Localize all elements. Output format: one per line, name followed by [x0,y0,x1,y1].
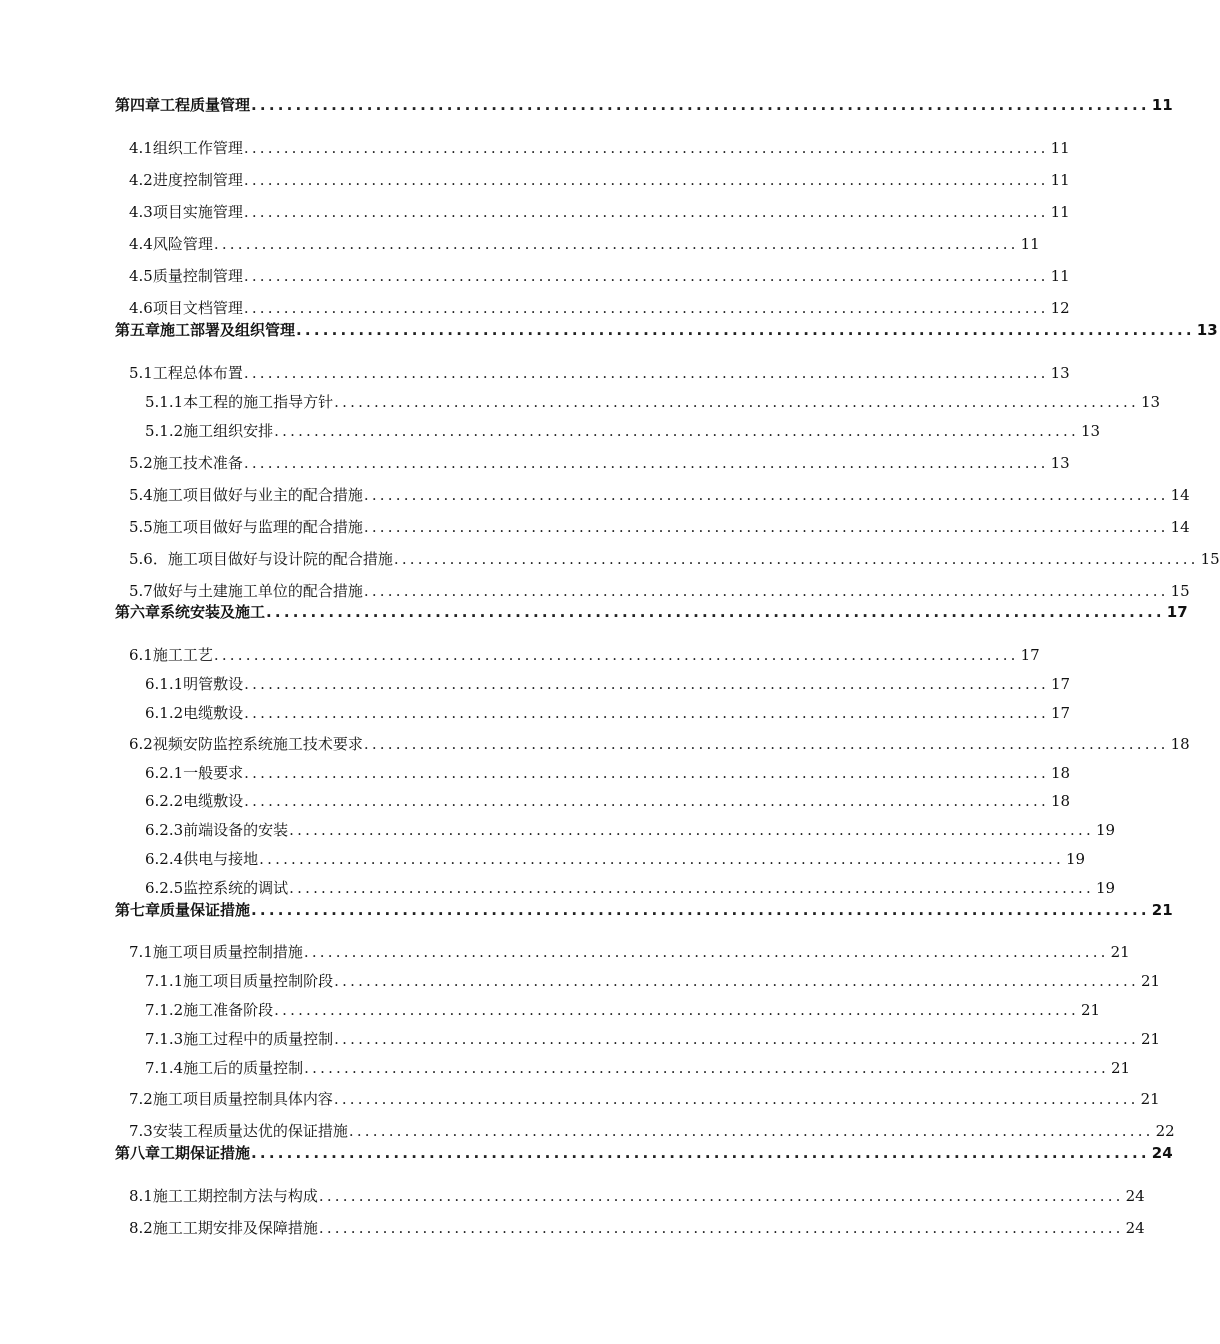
toc-entry-8-1[interactable] [129,1183,1145,1205]
toc-entry-4-3[interactable] [129,199,1070,221]
entry-title: 8.2施工工期安排及保障措施 [129,1219,318,1237]
entry-title: 8.1施工工期控制方法与构成 [129,1187,318,1205]
page-number: 15 [1200,550,1220,568]
chapter-title: 质量保证措施 [160,901,251,919]
leader-dots: ..................................................................................................... [348,1122,1154,1140]
entry-title: 7.2施工项目质量控制具体内容 [129,1090,333,1108]
chapter-number: 第八章 [115,1144,161,1162]
leader-dots: ..................................................................................................... [274,422,1079,440]
leader-dots: ..................................................................................................... [213,235,1019,253]
page-number: 13 [1140,393,1161,411]
chapter-title: 系统安装及施工 [160,603,266,621]
chapter-title: 工程质量管理 [160,96,251,114]
toc-entry-6-1-2[interactable] [145,700,1071,722]
entry-title: 4.3项目实施管理 [129,203,243,221]
page-number: 12 [1050,299,1070,317]
entry-title: 4.6项目文档管理 [129,299,243,317]
page-number: 15 [1170,582,1190,600]
leader-dots: ..................................................................................................... [363,518,1169,536]
leader-dots: ..................................................................................................... [244,675,1049,693]
entry-title: 6.2.5监控系统的调试 [145,879,289,897]
entry-title: 6.1施工工艺 [129,646,213,664]
toc-entry-7-1-4[interactable] [145,1055,1131,1077]
toc-entry-7-1-1[interactable] [145,968,1161,990]
entry-title: 7.1.2施工准备阶段 [145,1001,274,1019]
page-number: 21 [1140,972,1161,990]
page-number: 18 [1170,735,1190,753]
page-number: 17 [1166,603,1188,621]
entry-title: 6.2视频安防监控系统施工技术要求 [129,735,363,753]
entry-title: 5.1.2施工组织安排 [145,422,274,440]
toc-entry-7-3[interactable] [129,1118,1175,1140]
page-number: 11 [1050,203,1070,221]
entry-title: 5.7做好与土建施工单位的配合措施 [129,582,363,600]
toc-chapter-7[interactable] [115,897,1173,919]
chapter-title: 施工部署及组织管理 [160,321,296,339]
leader-dots: ..................................................................................................... [243,267,1049,285]
leader-dots: ..................................................................................................... [363,582,1169,600]
toc-chapter-5[interactable] [115,317,1218,339]
toc-entry-7-1[interactable] [129,939,1130,961]
leader-dots: ..................................................................................................... [318,1187,1124,1205]
chapter-number: 第六章 [115,603,161,621]
leader-dots: ..................................................................................................... [334,972,1139,990]
leader-dots: ..................................................................................................... [243,364,1049,382]
entry-title: 5.1.1本工程的施工指导方针 [145,393,334,411]
page-number: 14 [1170,518,1190,536]
leader-dots: ..................................................................................................... [333,1090,1139,1108]
leader-dots: ..................................................................................................... [289,821,1094,839]
toc-entry-6-2[interactable] [129,731,1190,753]
page-number: 19 [1065,850,1086,868]
toc-entry-8-2[interactable] [129,1215,1145,1237]
entry-title: 7.1.3施工过程中的质量控制 [145,1030,334,1048]
page-number: 11 [1020,235,1040,253]
leader-dots: ..................................................................................................... [259,850,1064,868]
entry-title: 7.1.4施工后的质量控制 [145,1059,304,1077]
entry-title: 7.1.1施工项目质量控制阶段 [145,972,334,990]
page-number: 17 [1020,646,1040,664]
entry-title: 6.2.4供电与接地 [145,850,259,868]
entry-title: 5.6．施工项目做好与设计院的配合措施 [129,550,393,568]
leader-dots: ..................................................................................................... [244,764,1049,782]
leader-dots: ..................................................................................................... [363,486,1169,504]
toc-entry-5-7[interactable] [129,578,1190,600]
toc-entry-5-1-2[interactable] [145,418,1101,440]
toc-entry-7-1-2[interactable] [145,997,1101,1019]
toc-chapter-4[interactable] [115,92,1173,114]
leader-dots: ..................................................................................................... [244,792,1049,810]
page-number: 13 [1080,422,1101,440]
entry-title: 6.1.2电缆敷设 [145,704,244,722]
toc-entry-5-5[interactable] [129,514,1190,536]
toc-entry-4-2[interactable] [129,167,1070,189]
page-number: 11 [1151,96,1173,114]
leader-dots: ..................................................................................................... [251,96,1150,114]
entry-title: 6.1.1明管敷设 [145,675,244,693]
leader-dots: ..................................................................................................... [243,203,1049,221]
entry-title: 6.2.2电缆敷设 [145,792,244,810]
leader-dots: ..................................................................................................... [266,603,1165,621]
entry-title: 7.3安装工程质量达优的保证措施 [129,1122,348,1140]
page-number: 19 [1095,879,1116,897]
entry-title: 5.5施工项目做好与监理的配合措施 [129,518,363,536]
toc-entry-4-5[interactable] [129,263,1070,285]
page-number: 13 [1050,364,1070,382]
entry-title: 4.1组织工作管理 [129,139,243,157]
toc-entry-6-2-4[interactable] [145,846,1086,868]
page-number: 17 [1050,675,1071,693]
leader-dots: ..................................................................................................... [243,454,1049,472]
toc-entry-5-4[interactable] [129,482,1190,504]
leader-dots: ..................................................................................................... [243,139,1049,157]
entry-title: 5.2施工技术准备 [129,454,243,472]
toc-entry-5-6[interactable] [129,546,1220,568]
leader-dots: ..................................................................................................... [304,1059,1109,1077]
page-number: 11 [1050,267,1070,285]
toc-entry-4-1[interactable] [129,135,1070,157]
leader-dots: ..................................................................................................... [334,393,1139,411]
toc-entry-7-2[interactable] [129,1086,1160,1108]
chapter-number: 第五章 [115,321,161,339]
page-number: 24 [1151,1144,1173,1162]
page-number: 21 [1151,901,1173,919]
toc-entry-6-2-5[interactable] [145,875,1116,897]
toc-entry-7-1-3[interactable] [145,1026,1161,1048]
page-number: 18 [1050,764,1071,782]
leader-dots: ..................................................................................................... [289,879,1094,897]
leader-dots: ..................................................................................................... [296,321,1195,339]
leader-dots: ..................................................................................................... [318,1219,1124,1237]
leader-dots: ..................................................................................................... [303,943,1109,961]
page-number: 11 [1050,139,1070,157]
entry-title: 5.4施工项目做好与业主的配合措施 [129,486,363,504]
toc-entry-6-2-1[interactable] [145,760,1071,782]
leader-dots: ..................................................................................................... [213,646,1019,664]
page-number: 17 [1050,704,1071,722]
toc-entry-5-2[interactable] [129,450,1070,472]
toc-entry-5-1[interactable] [129,360,1070,382]
leader-dots: ..................................................................................................... [251,1144,1150,1162]
chapter-number: 第七章 [115,901,161,919]
page-number: 19 [1095,821,1116,839]
leader-dots: ..................................................................................................... [243,171,1049,189]
leader-dots: ..................................................................................................... [251,901,1150,919]
chapter-number: 第四章 [115,96,161,114]
page-number: 13 [1196,321,1218,339]
leader-dots: ..................................................................................................... [243,299,1049,317]
toc-chapter-6[interactable] [115,599,1188,621]
toc-entry-4-4[interactable] [129,231,1040,253]
page-number: 18 [1050,792,1071,810]
chapter-title: 工期保证措施 [160,1144,251,1162]
page-number: 21 [1140,1090,1160,1108]
page-number: 21 [1140,1030,1161,1048]
page-number: 21 [1080,1001,1101,1019]
page-number: 22 [1155,1122,1175,1140]
page-number: 21 [1110,943,1130,961]
leader-dots: ..................................................................................................... [244,704,1049,722]
toc-entry-6-2-2[interactable] [145,788,1071,810]
leader-dots: ..................................................................................................... [393,550,1199,568]
page-number: 14 [1170,486,1190,504]
page-number: 11 [1050,171,1070,189]
entry-title: 4.5质量控制管理 [129,267,243,285]
entry-title: 6.2.1一般要求 [145,764,244,782]
page-number: 24 [1125,1219,1145,1237]
toc-entry-6-2-3[interactable] [145,817,1116,839]
toc-entry-6-1-1[interactable] [145,671,1071,693]
toc-entry-6-1[interactable] [129,642,1040,664]
page-number: 13 [1050,454,1070,472]
entry-title: 5.1工程总体布置 [129,364,243,382]
leader-dots: ..................................................................................................... [363,735,1169,753]
toc-entry-5-1-1[interactable] [145,389,1161,411]
toc-chapter-8[interactable] [115,1140,1173,1162]
leader-dots: ..................................................................................................... [334,1030,1139,1048]
entry-title: 4.4风险管理 [129,235,213,253]
leader-dots: ..................................................................................................... [274,1001,1079,1019]
toc-entry-4-6[interactable] [129,295,1070,317]
entry-title: 6.2.3前端设备的安装 [145,821,289,839]
page-number: 24 [1125,1187,1145,1205]
entry-title: 4.2进度控制管理 [129,171,243,189]
entry-title: 7.1施工项目质量控制措施 [129,943,303,961]
page-number: 21 [1110,1059,1131,1077]
